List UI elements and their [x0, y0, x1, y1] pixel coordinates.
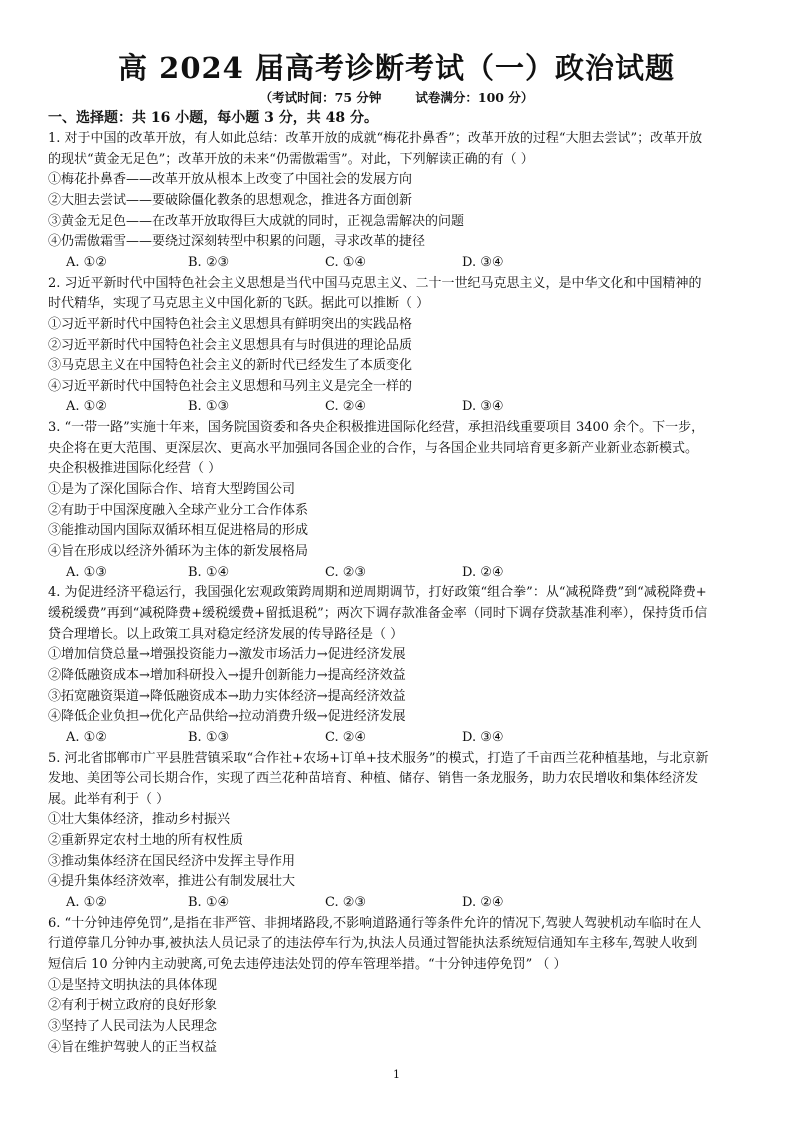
answer-option: B. ①③ [188, 399, 230, 415]
statement: ④提升集体经济效率，推进公有制发展壮大 [48, 874, 296, 890]
answer-option: A. ①② [66, 254, 107, 270]
question-stem-line: 时代精华，实现了马克思主义中国化新的飞跃。据此可以推断（ ） [48, 296, 430, 312]
statement: ①壮大集体经济，推动乡村振兴 [48, 812, 231, 828]
question-stem-line: 2. 习近平新时代中国特色社会主义思想是当代中国马克思主义、二十一世纪马克思主义，是中华文化和中国精神的 [48, 275, 702, 291]
question-stem-line: 短信后 10 分钟内主动驶离,可免去违停违法处罚的停车管理举措。“十分钟违停免罚” （ ） [48, 957, 567, 972]
answer-option: A. ①③ [66, 564, 107, 580]
statement: ④旨在形成以经济外循环为主体的新发展格局 [48, 544, 309, 559]
answer-option: D. ③④ [462, 399, 504, 415]
statement: ③推动集体经济在国民经济中发挥主导作用 [48, 853, 296, 869]
statement: ③拓宽融资渠道→降低融资成本→助力实体经济→提高经济效益 [48, 688, 406, 704]
page-number: 1 [393, 1068, 400, 1081]
answer-option: B. ①④ [188, 895, 230, 911]
answer-option: D. ②④ [462, 564, 504, 580]
answer-option: C. ②③ [325, 895, 367, 911]
statement: ①是为了深化国际合作、培育大型跨国公司 [48, 482, 296, 498]
statement: ④习近平新时代中国特色社会主义思想和马列主义是完全一样的 [48, 378, 413, 394]
question-stem-line: 的现状“黄金无足色”；改革开放的未来“仍需傲霜雪”。对此，下列解读正确的有（ ） [48, 151, 534, 167]
statement: ④仍需傲霜雪——要绕过深刻转型中积累的问题，寻求改革的捷径 [48, 234, 426, 250]
statement: ④旨在维护驾驶人的正当权益 [48, 1039, 218, 1055]
answer-option: B. ①④ [188, 564, 230, 580]
answer-option: D. ③④ [462, 254, 504, 270]
question-stem-line: 缓税缓费”再到“减税降费+缓税缓费+留抵退税”；两次下调存款准备金率（同时下调存贷款基准利率），保持货币信 [48, 605, 708, 621]
statement: ②大胆去尝试——要破除僵化教条的思想观念，推进各方面创新 [48, 192, 413, 208]
question-stem-line: 行道停靠几分钟办事,被执法人员记录了的违法停车行为,执法人员通过智能执法系统短信通知车主移车,驾驶人收到 [48, 936, 698, 952]
statement: ③黄金无足色——在改革开放取得巨大成就的同时，正视急需解决的问题 [48, 213, 465, 229]
statement: ②习近平新时代中国特色社会主义思想具有与时俱进的理论品质 [48, 337, 413, 353]
statement: ②重新界定农村土地的所有权性质 [48, 833, 244, 849]
question-stem-line: 发地、美团等公司长期合作，实现了西兰花种苗培育、种植、储存、销售一条龙服务，助力农民增收和集体经济发 [48, 771, 699, 787]
question-stem-line: 4. 为促进经济平稳运行，我国强化宏观政策跨周期和逆周期调节，打好政策“组合拳”：从“减税降费”到“减税降费+ [48, 585, 707, 601]
statement: ③坚持了人民司法为人民理念 [48, 1018, 218, 1034]
answer-option: C. ②④ [325, 729, 367, 745]
exam-info [0, 90, 793, 106]
answer-option: D. ②④ [462, 895, 504, 911]
question-stem-line: 6. “十分钟违停免罚”,是指在非严管、非拥堵路段,不影响道路通行等条件允许的情况下,驾驶人驾驶机动车临时在人 [48, 915, 702, 931]
statement: ①梅花扑鼻香——改革开放从根本上改变了中国社会的发展方向 [48, 172, 413, 188]
statement: ①是坚持文明执法的具体体现 [48, 977, 218, 993]
question-stem-line: 展。此举有利于（ ） [48, 791, 170, 807]
statement: ①习近平新时代中国特色社会主义思想具有鲜明突出的实践品格 [48, 316, 413, 332]
question-stem-line: 贷合理增长。以上政策工具对稳定经济发展的传导路径是（ ） [48, 626, 404, 642]
answer-option: C. ②④ [325, 399, 367, 415]
statement: ③马克思主义在中国特色社会主义的新时代已经发生了本质变化 [48, 358, 413, 374]
question-stem-line: 央企积极推进国际化经营（ ） [48, 461, 222, 477]
question-stem-line: 1. 对于中国的改革开放，有人如此总结：改革开放的成就“梅花扑鼻香”；改革开放的过程“大胆去尝试”；改革开放 [48, 131, 703, 146]
answer-option: D. ③④ [462, 729, 504, 745]
section-heading: 一、选择题：共 16 小题，每小题 3 分，共 48 分。 [48, 110, 378, 126]
statement: ①增加信贷总量→增强投资能力→激发市场活力→促进经济发展 [48, 647, 406, 663]
answer-option: B. ②③ [188, 254, 230, 270]
answer-option: C. ①④ [325, 254, 367, 270]
statement: ③能推动国内国际双循环相互促进格局的形成 [48, 523, 309, 539]
answer-option: A. ①② [66, 399, 107, 415]
exam-title: 高 2024 届高考诊断考试（一）政治试题 [118, 51, 675, 85]
question-stem-line: 5. 河北省邯郸市广平县胜营镇采取“合作社+农场+订单+技术服务”的模式，打造了千亩西兰花种植基地，与北京新 [48, 750, 709, 766]
exam-time: （考试时间：75 分钟 [259, 90, 382, 105]
question-stem-line: 央企将在更大范围、更深层次、更高水平加强同各国企业的合作，与各国企业共同培育更多新产业新业态新模式。 [48, 440, 699, 456]
full-score: 试卷满分：100 分） [415, 90, 534, 105]
answer-option: A. ①② [66, 729, 107, 745]
statement: ④降低企业负担→优化产品供给→拉动消费升级→促进经济发展 [48, 709, 406, 725]
question-stem-line: 3. “一带一路”实施十年来，国务院国资委和各央企积极推进国际化经营，承担沿线重要项目 3400 余个。下一步， [48, 420, 705, 436]
statement: ②有助于中国深度融入全球产业分工合作体系 [48, 502, 309, 518]
answer-option: C. ②③ [325, 564, 367, 580]
statement: ②有利于树立政府的良好形象 [48, 998, 218, 1014]
answer-option: B. ①③ [188, 729, 230, 745]
statement: ②降低融资成本→增加科研投入→提升创新能力→提高经济效益 [48, 667, 406, 683]
answer-option: A. ①② [66, 895, 107, 911]
